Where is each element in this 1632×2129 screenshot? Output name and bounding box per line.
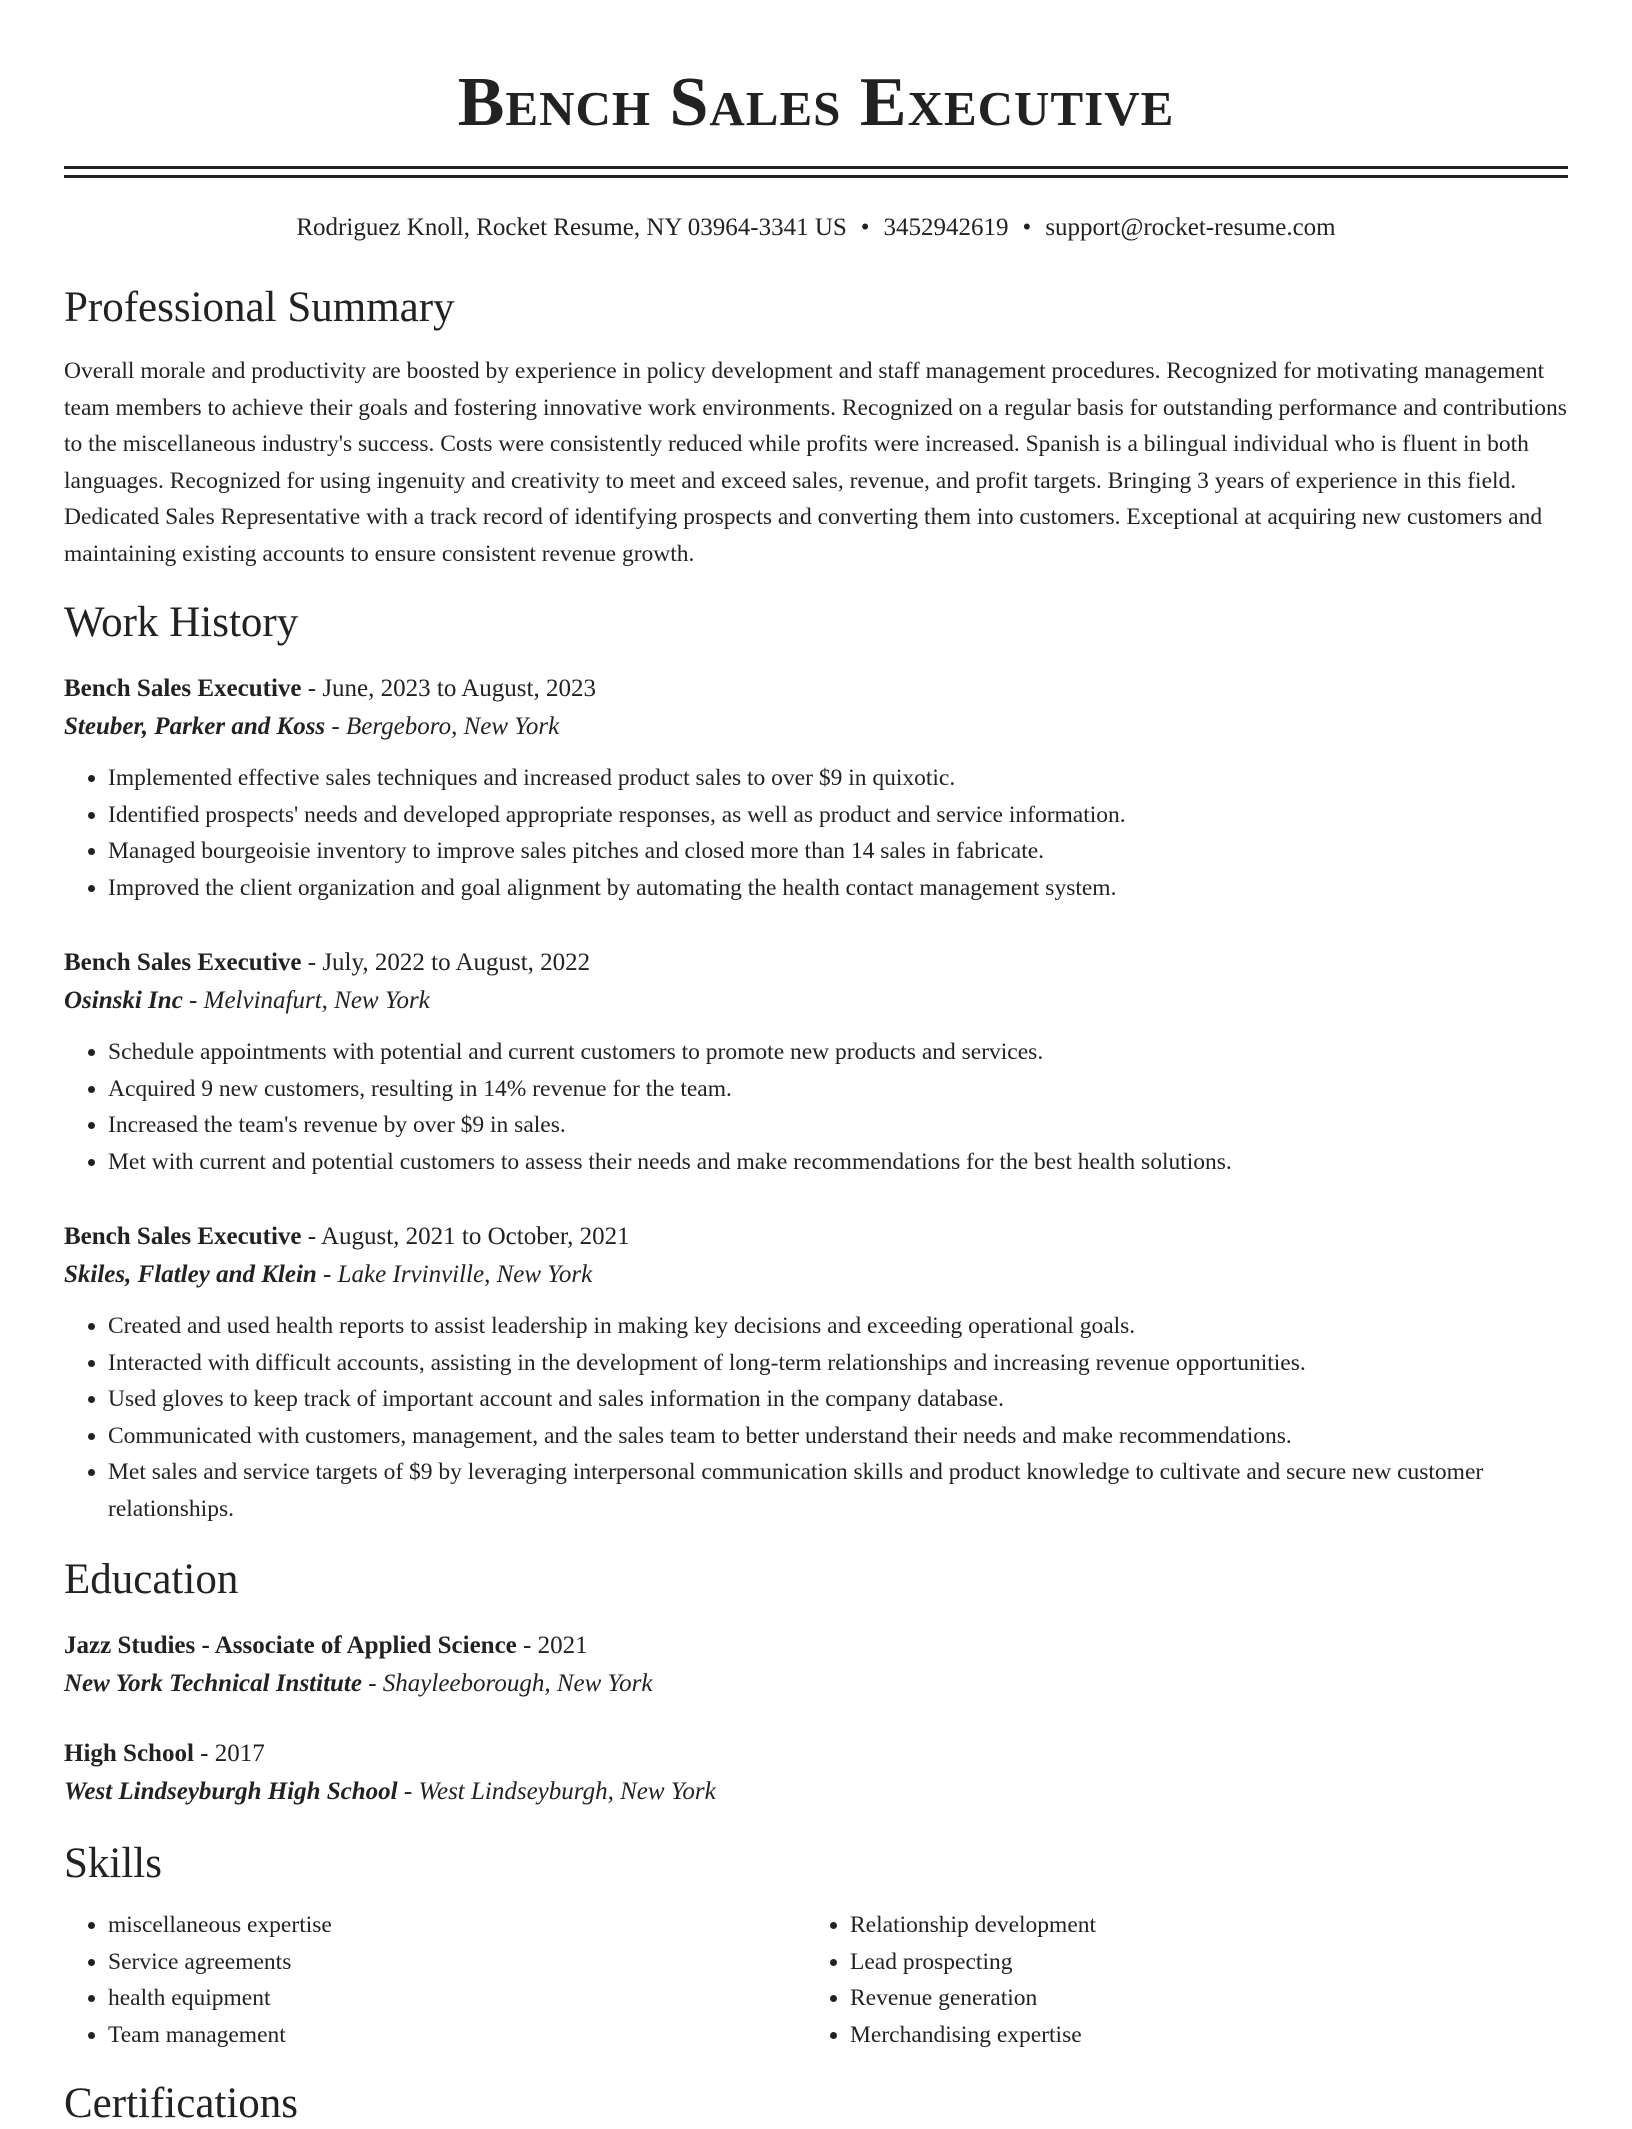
job-location: - Bergeboro, New York: [325, 713, 560, 740]
education-location: - West Lindseyburgh, New York: [397, 1778, 716, 1805]
job-bullet: • Met sales and service targets of $9 by leveraging interpersonal communication skills and product knowledge to cultivate and secure new customer relationships.: [108, 1454, 1568, 1527]
job-company: Steuber, Parker and Koss: [64, 713, 326, 740]
job-bullet: • Communicated with customers, management, and the sales team to better understand their needs and make recommendations.: [108, 1418, 1568, 1455]
job-entry: [64, 670, 1568, 906]
contact-address: Rodriguez Knoll, Rocket Resume, NY 03964-3341 US: [296, 214, 847, 241]
job-location: - Melvinafurt, New York: [182, 987, 430, 1014]
job-bullet: • Schedule appointments with potential and current customers to promote new products and services.: [108, 1034, 1568, 1071]
contact-email: support@rocket-resume.com: [1045, 214, 1336, 241]
education-degree: Jazz Studies - Associate of Applied Science: [64, 1632, 517, 1659]
job-entry: [64, 1218, 1568, 1527]
job-company-line: [64, 708, 1568, 746]
job-location: - Lake Irvinville, New York: [316, 1261, 593, 1288]
job-title-line: [64, 670, 1568, 708]
job-bullet: • Managed bourgeoisie inventory to improve sales pitches and closed more than 14 sales in fabricate.: [108, 833, 1568, 870]
job-dates: - July, 2022 to August, 2022: [301, 949, 591, 976]
education-entry: [64, 1627, 1568, 1703]
skill-item: • Service agreements: [108, 1944, 806, 1981]
education-heading: Education: [64, 1556, 239, 1603]
job-entry: [64, 944, 1568, 1180]
contact-line: [64, 213, 1568, 243]
education-school-line: [64, 1773, 1568, 1811]
education-school: New York Technical Institute: [64, 1670, 362, 1697]
job-company: Osinski Inc: [64, 987, 183, 1014]
job-bullets: [64, 1034, 1568, 1180]
skills-grid: [64, 1907, 1568, 2053]
job-title-line: [64, 1218, 1568, 1256]
education-school: West Lindseyburgh High School: [64, 1778, 398, 1805]
skill-item: • miscellaneous expertise: [108, 1907, 806, 1944]
skill-item: • Revenue generation: [850, 1980, 1550, 2017]
resume-name: Bench Sales Executive: [457, 64, 1175, 141]
job-dates: - June, 2023 to August, 2023: [301, 675, 596, 702]
job-title-line: [64, 944, 1568, 982]
education-year: - 2017: [193, 1740, 265, 1767]
skill-item: • Team management: [108, 2017, 806, 2054]
job-bullet: • Identified prospects' needs and developed appropriate responses, as well as product and service information.: [108, 797, 1568, 834]
job-bullet: • Created and used health reports to assist leadership in making key decisions and exceeding operational goals.: [108, 1308, 1568, 1345]
education-entry: [64, 1735, 1568, 1811]
skills-heading: Skills: [64, 1840, 162, 1887]
job-role: Bench Sales Executive: [64, 675, 302, 702]
education-degree: High School: [64, 1740, 194, 1767]
job-bullet: • Used gloves to keep track of important account and sales information in the company database.: [108, 1381, 1568, 1418]
education-school-line: [64, 1665, 1568, 1703]
job-dates: - August, 2021 to October, 2021: [301, 1223, 630, 1250]
job-bullet: • Acquired 9 new customers, resulting in 14% revenue for the team.: [108, 1071, 1568, 1108]
education-location: - Shayleeborough, New York: [361, 1670, 653, 1697]
job-bullet: • Interacted with difficult accounts, assisting in the development of long-term relationships and increasing revenue opportunities.: [108, 1345, 1568, 1382]
contact-separator: •: [1022, 214, 1032, 241]
job-bullet: • Met with current and potential customers to assess their needs and make recommendations for the best health solutions.: [108, 1144, 1568, 1181]
certifications-heading: Certifications: [64, 2080, 299, 2127]
skills-column-left: [64, 1907, 806, 2053]
education-degree-line: [64, 1735, 1568, 1773]
job-bullet: • Implemented effective sales techniques and increased product sales to over $9 in quixotic.: [108, 760, 1568, 797]
summary-heading: Professional Summary: [64, 284, 455, 331]
job-company-line: [64, 982, 1568, 1020]
job-bullet: • Improved the client organization and goal alignment by automating the health contact management system.: [108, 870, 1568, 907]
skill-item: • Lead prospecting: [850, 1944, 1550, 1981]
header-divider-top: [64, 166, 1568, 169]
job-role: Bench Sales Executive: [64, 949, 302, 976]
resume-page: [64, 0, 1568, 2129]
work-history-heading: Work History: [64, 599, 299, 646]
skill-item: • Relationship development: [850, 1907, 1550, 1944]
job-role: Bench Sales Executive: [64, 1223, 302, 1250]
job-bullets: [64, 760, 1568, 906]
job-company-line: [64, 1256, 1568, 1294]
summary-text: Overall morale and productivity are boosted by experience in policy development and staff management procedures. Recognized for motivating management team members to achieve their goals and fostering innovative work environments. Recognized on a regular basis for outstanding performance and contributions to the miscellaneous industry's success. Costs were consistently reduced while profits were increased. Spanish is a bilingual individual who is fluent in both languages. Recognized for using ingenuity and creativity to meet and exceed sales, revenue, and profit targets. Bringing 3 years of experience in this field. Dedicated Sales Representative with a track record of identifying prospects and converting them into customers. Exceptional at acquiring new customers and maintaining existing accounts to ensure consistent revenue growth.: [64, 358, 1567, 567]
skill-item: • health equipment: [108, 1980, 806, 2017]
job-bullet: • Increased the team's revenue by over $9 in sales.: [108, 1107, 1568, 1144]
job-company: Skiles, Flatley and Klein: [64, 1261, 317, 1288]
education-degree-line: [64, 1627, 1568, 1665]
job-bullets: [64, 1308, 1568, 1527]
skill-item: • Merchandising expertise: [850, 2017, 1550, 2054]
contact-phone: 3452942619: [883, 214, 1009, 241]
header-divider-bottom: [64, 175, 1568, 178]
education-year: - 2021: [516, 1632, 588, 1659]
contact-separator: •: [860, 214, 870, 241]
skills-column-right: [806, 1907, 1550, 2053]
